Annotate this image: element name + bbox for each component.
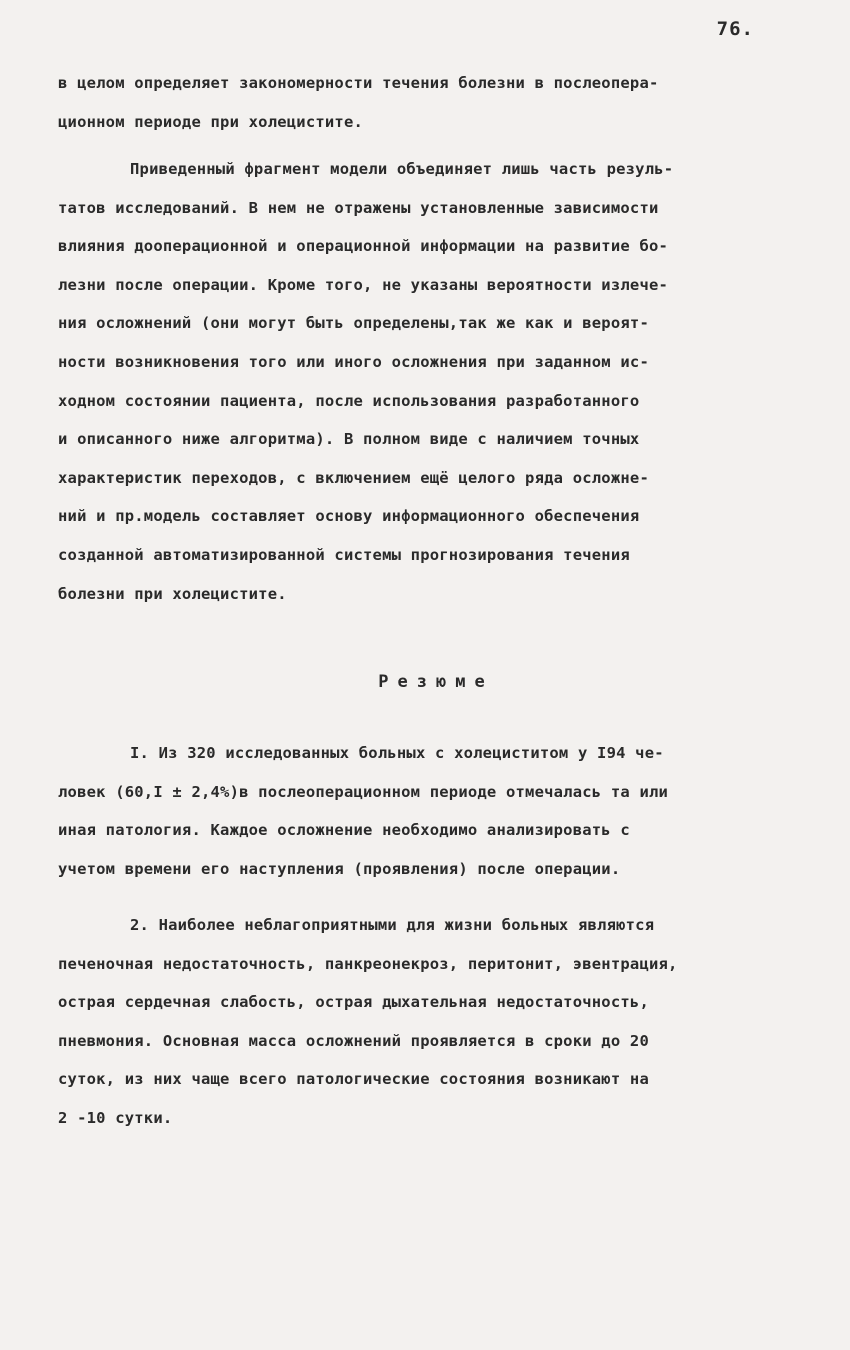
text-line: 2. Наиболее неблагоприятными для жизни больных являются [130,916,655,934]
text-line: характеристик переходов, с включением ещё целого ряда осложне- [58,468,649,487]
text-line: ности возникновения того или иного осложнения при заданном ис- [58,352,649,371]
summary-item-1 [58,734,668,888]
text-line: острая сердечная слабость, острая дыхательная недостаточность, [58,993,649,1012]
page-number: 76. [716,18,754,40]
text-line: созданной автоматизированной системы прогнозирования течения [58,545,630,564]
text-line: татов исследований. В нем не отражены установленные зависимости [58,198,659,217]
text-line: иная патология. Каждое осложнение необходимо анализировать с [58,821,630,840]
text-line: I. Из 320 исследованных больных с холециститом у I94 че- [130,744,664,762]
text-line: ний и пр.модель составляет основу информационного обеспечения [58,507,640,526]
text-line: печеночная недостаточность, панкреонекроз, перитонит, эвентрация, [58,954,678,973]
text-line: влияния дооперационной и операционной информации на развитие бо- [58,237,669,256]
text-line: суток, из них чаще всего патологические состояния возникают на [58,1070,649,1089]
text-line: Приведенный фрагмент модели объединяет лишь часть резуль- [130,160,674,178]
text-line: ционном периоде при холецистите. [58,112,364,131]
text-line: пневмония. Основная масса осложнений проявляется в сроки до 20 [58,1031,649,1050]
text-line: болезни при холецистите. [58,584,287,603]
text-line: ловек (60,I ± 2,4%)в послеоперационном периоде отмечалась та или [58,782,669,801]
summary-heading: Резюме [378,672,494,692]
text-line: в целом определяет закономерности течения болезни в послеопера- [58,74,659,92]
text-line: учетом времени его наступления (проявления) после операции. [58,859,621,878]
text-line: 2 -10 сутки. [58,1108,173,1127]
model-fragment-paragraph [58,150,673,613]
text-line: ния осложнений (они могут быть определены,так же как и вероят- [58,314,649,333]
text-line: ходном состоянии пациента, после использования разработанного [58,391,640,410]
intro-paragraph [58,64,659,141]
text-line: и описанного ниже алгоритма). В полном виде с наличием точных [58,430,640,449]
summary-item-2 [58,906,678,1138]
text-line: лезни после операции. Кроме того, не указаны вероятности излече- [58,275,669,294]
